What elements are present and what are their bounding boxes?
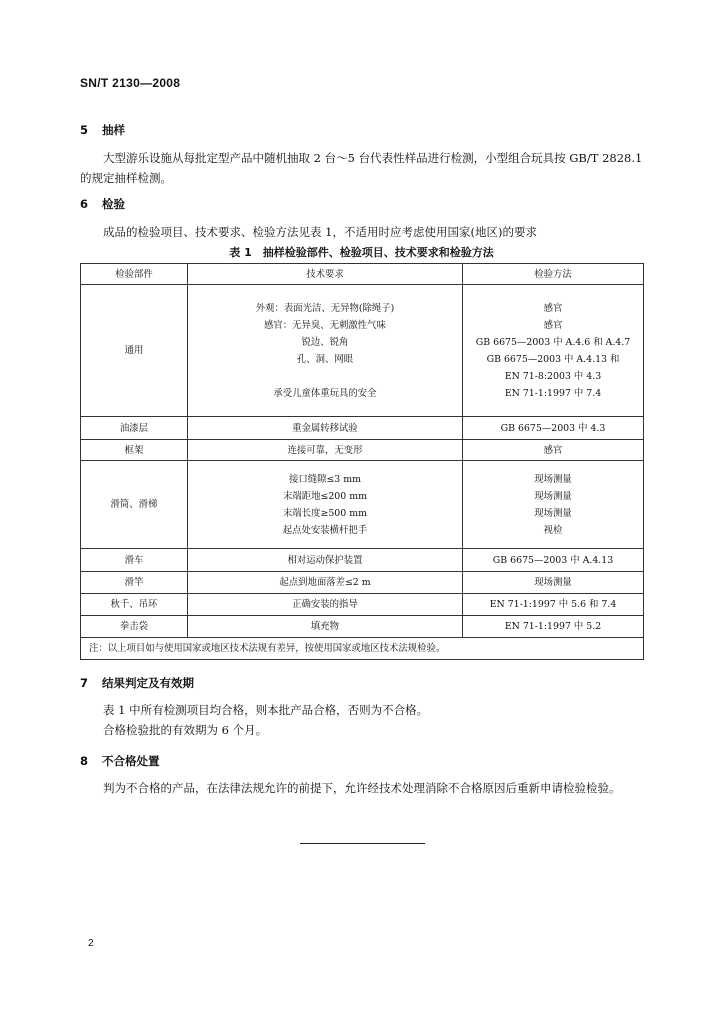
requirement-line: [192, 368, 458, 385]
methods-cell: [463, 285, 644, 417]
method-line: EN 71-1:1997 中 7.4: [504, 387, 602, 399]
section-5-title: 抽样: [102, 123, 125, 137]
section-7-line: 表 1 中所有检测项目均合格，则本批产品合格，否则为不合格。: [103, 703, 429, 717]
end-rule: [300, 843, 425, 844]
method-line: 现场测量: [534, 490, 572, 502]
section-7-heading: [80, 675, 194, 691]
part-cell: 通用: [81, 285, 188, 417]
table-row: [81, 417, 644, 440]
requirements-cell: [188, 285, 463, 417]
table-row: [81, 285, 644, 417]
page-number: 2: [88, 938, 94, 949]
part-cell: 滑筒、滑梯: [81, 461, 188, 549]
section-7-number: 7: [80, 676, 89, 690]
section-5-number: 5: [80, 123, 89, 137]
method-line: GB 6675—2003 中 A.4.13 和: [486, 353, 620, 365]
section-6-heading: [80, 196, 125, 212]
requirements-cell: 连接可靠，无变形: [188, 440, 463, 461]
inspection-table: [80, 263, 644, 660]
method-line: GB 6675—2003 中 A.4.6 和 A.4.7: [475, 336, 631, 348]
methods-cell: 感官: [463, 440, 644, 461]
section-8-body: 判为不合格的产品，在法律法规允许的前提下，允许经技术处理消除不合格原因后重新申请检验检验。: [103, 781, 621, 795]
methods-cell: GB 6675—2003 中 4.3: [463, 417, 644, 440]
section-5-body: 大型游乐设施从每批定型产品中随机抽取 2 台～5 台代表性样品进行检测，小型组合玩具按 GB/T 2828.1的规定抽样检测。: [80, 151, 643, 185]
table-row: [81, 461, 644, 549]
part-cell: 油漆层: [81, 417, 188, 440]
methods-cell: [463, 461, 644, 549]
table-row: [81, 594, 644, 616]
methods-cell: 现场测量: [463, 572, 644, 594]
header-part: 检验部件: [81, 264, 188, 285]
requirements-cell: [188, 461, 463, 549]
section-5-heading: [80, 122, 125, 138]
table-caption: 表 1 抽样检验部件、检验项目、技术要求和检验方法: [229, 246, 494, 259]
part-cell: 拳击袋: [81, 616, 188, 638]
table-row: [81, 440, 644, 461]
method-line: 视检: [543, 524, 563, 536]
table-header-row: [81, 264, 644, 285]
standard-number: SN/T 2130—2008: [80, 76, 181, 90]
methods-cell: GB 6675—2003 中 A.4.13: [463, 549, 644, 572]
section-7-title: 结果判定及有效期: [102, 676, 194, 690]
section-8-title: 不合格处置: [102, 754, 160, 768]
header-requirements: 技术要求: [188, 264, 463, 285]
table-row: [81, 616, 644, 638]
section-8-number: 8: [80, 754, 89, 768]
section-6-number: 6: [80, 197, 89, 211]
table-row: [81, 572, 644, 594]
part-cell: 滑竿: [81, 572, 188, 594]
method-line: 感官: [543, 319, 563, 331]
section-8-heading: [80, 753, 160, 769]
requirement-line: 感官：无异臭、无刺激性气味: [264, 319, 386, 331]
requirements-cell: 正确安装的指导: [188, 594, 463, 616]
requirement-line: 外观：表面光洁、无异物(除绳子): [255, 302, 395, 314]
requirements-cell: 重金属转移试验: [188, 417, 463, 440]
requirement-line: 承受儿童体重玩具的安全: [273, 387, 377, 399]
table-row: [81, 549, 644, 572]
requirement-line: 锐边、锐角: [301, 336, 349, 348]
section-6-body: 成品的检验项目、技术要求、检验方法见表 1，不适用时应考虑使用国家(地区)的要求: [103, 225, 537, 239]
requirements-cell: 填充物: [188, 616, 463, 638]
part-cell: 秋千、吊环: [81, 594, 188, 616]
requirement-line: 接口缝隙≤3 mm: [288, 473, 362, 485]
requirement-line: 末端长度≥500 mm: [282, 507, 367, 519]
table-note-row: [81, 638, 644, 660]
part-cell: 框架: [81, 440, 188, 461]
requirements-cell: 相对运动保护装置: [188, 549, 463, 572]
requirement-line: 末端距地≤200 mm: [282, 490, 367, 502]
requirement-line: 孔、洞、网眼: [296, 353, 354, 365]
methods-cell: EN 71-1:1997 中 5.6 和 7.4: [463, 594, 644, 616]
method-line: 感官: [543, 302, 563, 314]
requirement-line: 起点处安装横杆把手: [282, 524, 368, 536]
section-6-title: 检验: [102, 197, 125, 211]
header-methods: 检验方法: [463, 264, 644, 285]
section-7-body: [80, 700, 643, 740]
method-line: EN 71-8:2003 中 4.3: [504, 370, 602, 382]
method-line: 现场测量: [534, 507, 572, 519]
method-line: 现场测量: [534, 473, 572, 485]
section-7-line: 合格检验批的有效期为 6 个月。: [103, 723, 268, 737]
part-cell: 滑车: [81, 549, 188, 572]
methods-cell: EN 71-1:1997 中 5.2: [463, 616, 644, 638]
table-note: 注：以上项目如与使用国家或地区技术法规有差异，按使用国家或地区技术法规检验。: [81, 638, 644, 660]
requirements-cell: 起点到地面落差≤2 m: [188, 572, 463, 594]
